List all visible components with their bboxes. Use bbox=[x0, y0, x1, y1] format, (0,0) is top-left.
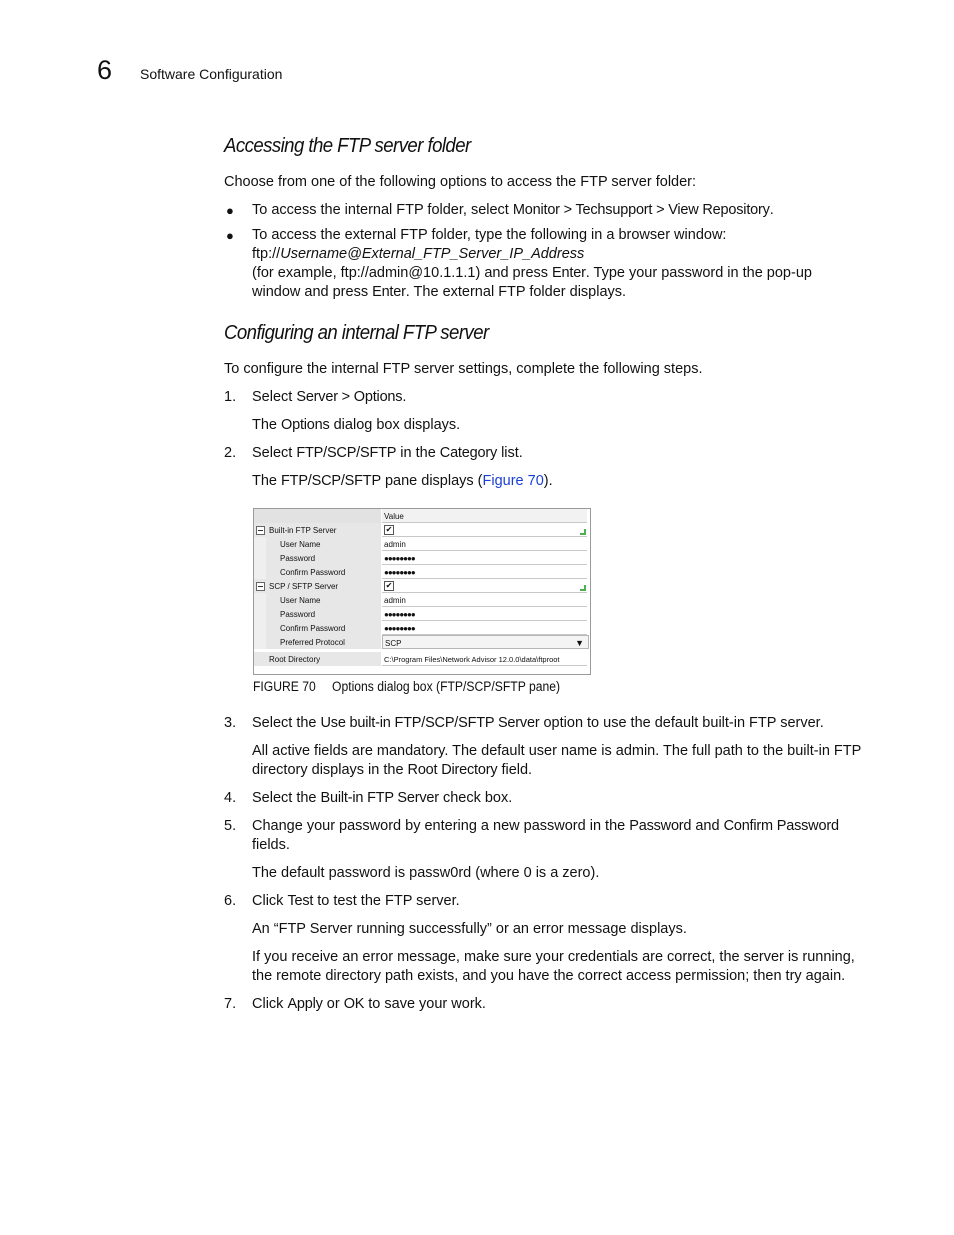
bullet-external-ftp: To access the external FTP folder, type the following in a browser window: ftp://Username@External_FTP_Server_IP_Address (for example, ftp://admin@10.1.1.1) and press Enter. Type your password in the pop-up window and press Enter. The external FTP folder displays. bbox=[252, 227, 812, 300]
scp-username-field[interactable]: admin bbox=[382, 593, 587, 607]
collapse-icon[interactable] bbox=[256, 526, 265, 535]
chapter-number: 6 bbox=[97, 55, 113, 85]
options-dialog-figure bbox=[253, 508, 591, 675]
step-2-result: The FTP/SCP/SFTP pane displays (Figure 70). bbox=[252, 473, 553, 489]
root-directory-field[interactable]: C:\Program Files\Network Advisor 12.0.0\data\ftproot bbox=[382, 652, 587, 666]
step-5: Change your password by entering a new password in the Password and Confirm Password fields. bbox=[252, 818, 839, 853]
step-3-note: All active fields are mandatory. The default user name is admin. The full path to the built-in FTP directory displays in the Root Directory field. bbox=[252, 743, 862, 778]
figure-row: Password ●●●●●●●● bbox=[254, 607, 588, 621]
chapter-title: Software Configuration bbox=[140, 66, 283, 82]
section-heading-internal-ftp: Configuring an internal FTP server bbox=[224, 322, 489, 344]
figure-row: User Name admin bbox=[254, 537, 588, 551]
step-number: 7. bbox=[224, 996, 237, 1012]
figure-row: Confirm Password ●●●●●●●● bbox=[254, 565, 588, 579]
scp-password-field[interactable]: ●●●●●●●● bbox=[382, 607, 587, 621]
step-number: 2. bbox=[224, 445, 237, 461]
step-number: 1. bbox=[224, 389, 237, 405]
section-heading-ftp-folder: Accessing the FTP server folder bbox=[224, 135, 471, 157]
figure-row: Confirm Password ●●●●●●●● bbox=[254, 621, 588, 635]
step-number: 3. bbox=[224, 715, 237, 731]
figure-row: Password ●●●●●●●● bbox=[254, 551, 588, 565]
figure-row: Built-in FTP Server ✔ bbox=[254, 523, 588, 537]
figure-header-row bbox=[254, 509, 588, 523]
step-3: Select the Use built-in FTP/SCP/SFTP Server option to use the default built-in FTP server. bbox=[252, 715, 824, 731]
step-1-result: The Options dialog box displays. bbox=[252, 417, 461, 433]
step-1: Select Server > Options. bbox=[252, 389, 407, 405]
ftp-username-field[interactable]: admin bbox=[382, 537, 587, 551]
section2-intro: To configure the internal FTP server settings, complete the following steps. bbox=[224, 361, 703, 377]
section1-intro: Choose from one of the following options to access the FTP server folder: bbox=[224, 174, 697, 190]
step-6: Click Test to test the FTP server. bbox=[252, 893, 460, 909]
step-6-note-error: If you receive an error message, make sure your credentials are correct, the server is running, the remote directory path exists, and you have the correct access permission; then try again. bbox=[252, 949, 855, 984]
step-2: Select FTP/SCP/SFTP in the Category list. bbox=[252, 445, 523, 461]
scp-confirm-password-field[interactable]: ●●●●●●●● bbox=[382, 621, 587, 635]
step-number: 5. bbox=[224, 818, 237, 834]
step-6-note: An “FTP Server running successfully” or an error message displays. bbox=[252, 921, 687, 937]
figure-row: User Name admin bbox=[254, 593, 588, 607]
ftp-confirm-password-field[interactable]: ●●●●●●●● bbox=[382, 565, 587, 579]
bullet-internal-ftp: To access the internal FTP folder, select Monitor > Techsupport > View Repository. bbox=[252, 202, 774, 218]
step-7: Click Apply or OK to save your work. bbox=[252, 996, 486, 1012]
collapse-icon[interactable] bbox=[256, 582, 265, 591]
figure-row: Root Directory C:\Program Files\Network Advisor 12.0.0\data\ftproot bbox=[254, 652, 588, 666]
figure-row: SCP / SFTP Server ✔ bbox=[254, 579, 588, 593]
bullet-icon: ● bbox=[226, 228, 234, 243]
bullet-icon: ● bbox=[226, 203, 234, 218]
figure-70-link[interactable]: Figure 70 bbox=[482, 473, 544, 489]
built-in-ftp-checkbox[interactable]: ✔ bbox=[385, 525, 393, 534]
step-number: 4. bbox=[224, 790, 237, 806]
figure-row: Preferred Protocol SCP ▼ bbox=[254, 635, 588, 649]
step-5-note: The default password is passw0rd (where 0 is a zero). bbox=[252, 865, 600, 881]
step-4: Select the Built-in FTP Server check box. bbox=[252, 790, 513, 806]
value-column-header: Value bbox=[384, 512, 404, 521]
dropdown-arrow-icon: ▼ bbox=[575, 638, 584, 648]
figure-caption: FIGURE 70 Options dialog box (FTP/SCP/SFTP pane) bbox=[253, 679, 561, 694]
ftp-password-field[interactable]: ●●●●●●●● bbox=[382, 551, 587, 565]
step-number: 6. bbox=[224, 893, 237, 909]
preferred-protocol-select[interactable]: SCP ▼ bbox=[382, 635, 589, 649]
scp-sftp-checkbox[interactable]: ✔ bbox=[385, 581, 393, 590]
